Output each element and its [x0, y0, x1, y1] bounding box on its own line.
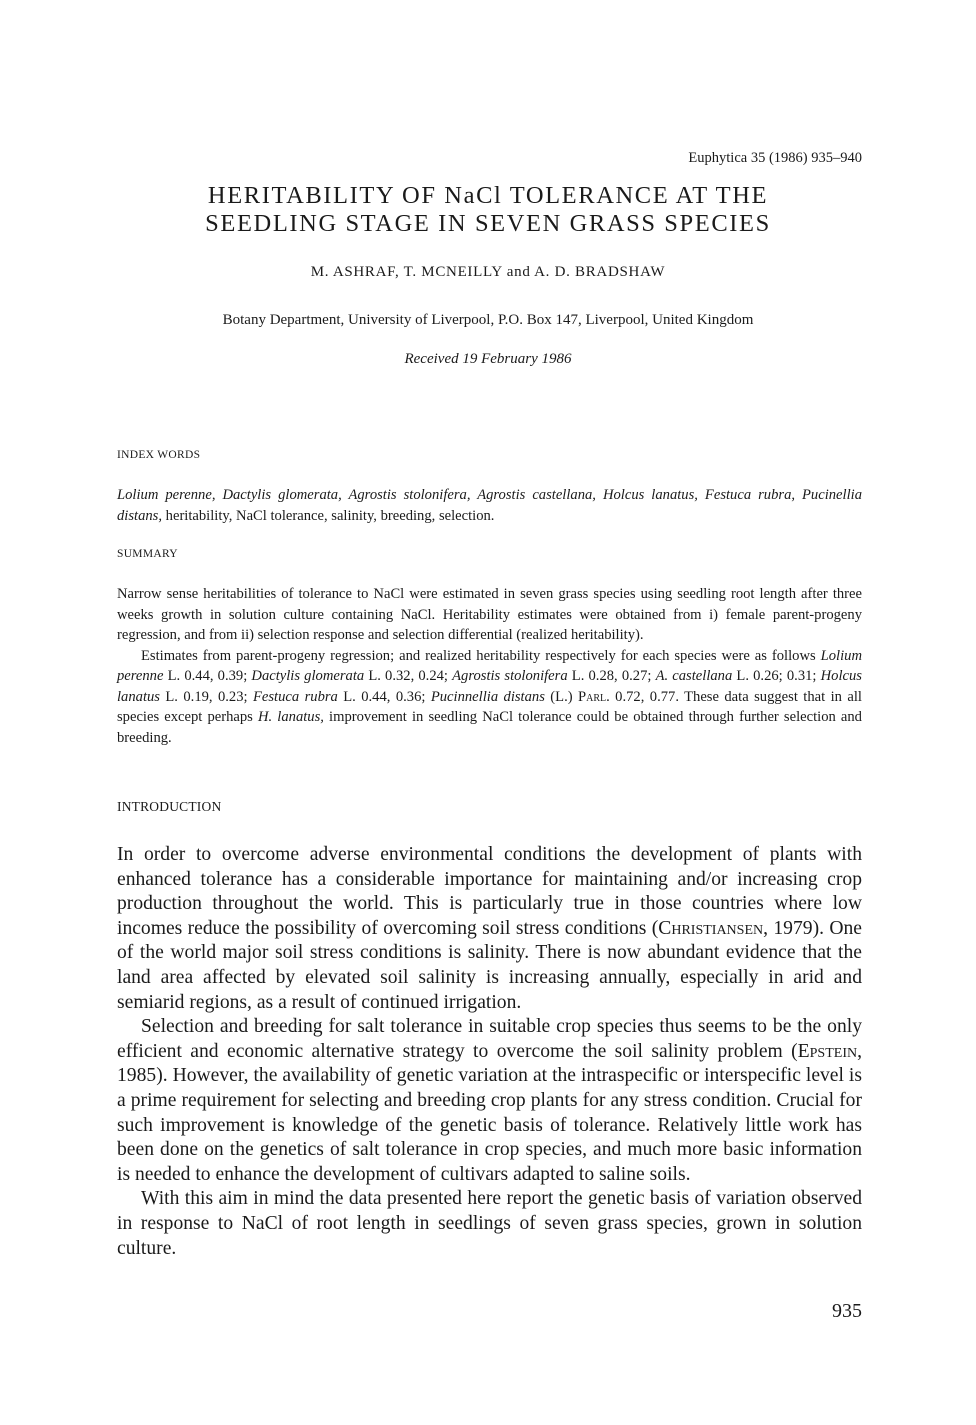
summary-paragraph-1: Narrow sense heritabilities of tolerance to NaCl were estimated in seven grass species using seedling root length after three weeks growth in solution culture containing NaCl. Heritability estimates were obtained from i) female parent-progeny regression, and from ii) selection response and selection differential (realized heritability).	[117, 586, 862, 643]
summary-paragraph-2	[117, 646, 862, 749]
summary-text: . 0.72, 0.77. These data suggest that in all species except perhaps	[117, 688, 862, 725]
author-list: M. ASHRAF, T. MCNEILLY and A. D. BRADSHAW	[310, 264, 666, 280]
summary-body	[117, 584, 862, 748]
title-line-2: SEEDLING STAGE IN SEVEN GRASS SPECIES	[205, 210, 771, 237]
summary-text: (L.)	[544, 688, 578, 705]
intro-paragraph-1	[117, 843, 862, 1015]
summary-text: L. 0.26; 0.31;	[732, 668, 821, 684]
intro-paragraph-3: With this aim in mind the data presented here report the genetic basis of variation observed in response to NaCl of root length in seedlings of seven grass species, grown in solution culture.	[117, 1188, 862, 1259]
summary-text: L. 0.32, 0.24;	[364, 668, 453, 684]
citation-author: Christiansen	[658, 917, 764, 939]
page-number: 935	[832, 1300, 862, 1322]
index-terms: heritability, NaCl tolerance, salinity, breeding, selection.	[162, 507, 495, 524]
summary-text: improvement in seedling NaCl tolerance could be obtained through further selection and breeding.	[117, 709, 862, 746]
species-name: Lolium perenne	[117, 647, 862, 684]
introduction-heading: INTRODUCTION	[117, 799, 222, 814]
species-name: Festuca rubra	[252, 688, 338, 705]
species-name: Holcus lanatus	[117, 668, 862, 705]
intro-text: Selection and breeding for salt tolerance in suitable crop species thus seems to be the only efficient and economic alternative strategy to overcome the soil salinity problem (	[117, 1016, 862, 1062]
summary-text: L. 0.44, 0.39;	[163, 668, 252, 684]
affiliation: Botany Department, University of Liverpool, P.O. Box 147, Liverpool, United Kingdom	[222, 312, 754, 328]
index-words-text	[117, 485, 862, 526]
summary-text: L. 0.19, 0.23;	[159, 688, 253, 705]
species-name: H. lanatus,	[257, 709, 324, 725]
summary-text: L. 0.44, 0.36;	[337, 688, 431, 705]
author-abbrev: Parl	[578, 688, 607, 705]
index-words-heading: INDEX WORDS	[117, 449, 201, 461]
summary-text: L. 0.28, 0.27;	[567, 668, 656, 684]
intro-text: , 1979). One of the world major soil stress conditions is salinity. There is now abundant evidence that the land area affected by elevated soil salinity is increasing annually, especially in arid and semiarid regions, as a result of continued irrigation.	[117, 917, 862, 1013]
intro-text: In order to overcome adverse environmental conditions the development of plants with enhanced tolerance has a considerable importance for maintaining and/or increasing crop production throughout the world. This is particularly true in those countries where low incomes reduce the possibility of overcoming soil stress conditions (	[117, 844, 862, 939]
intro-paragraph-2	[117, 1015, 862, 1187]
title-line-1: HERITABILITY OF NaCl TOLERANCE AT THE	[207, 182, 769, 209]
species-name: A. castellana	[655, 668, 733, 684]
paper-title	[110, 182, 866, 238]
species-name: Pucinnellia distans	[430, 688, 545, 705]
species-name: Dactylis glomerata	[251, 668, 365, 684]
citation-author: Epstein	[797, 1040, 858, 1062]
species-name: Agrostis stolonifera	[452, 668, 568, 684]
introduction-body	[117, 843, 862, 1261]
summary-text: Estimates from parent-progeny regression; and realized heritability respectively for each species were as follows	[141, 647, 821, 664]
intro-text: , 1985). However, the availability of genetic variation at the intraspecific or interspecific level is a prime requirement for selecting and breeding crop plants for any stress condition. Crucial for such improvement is knowledge of the genetic basis of tolerance. Relatively little work has been done on the genetics of salt tolerance in crop species, and much more basic information is needed to enhance the development of cultivars adapted to saline soils.	[117, 1040, 862, 1185]
received-date: Received 19 February 1986	[404, 351, 572, 367]
journal-citation: Euphytica 35 (1986) 935–940	[688, 150, 862, 166]
index-species: Lolium perenne, Dactylis glomerata, Agrostis stolonifera, Agrostis castellana, Holcus lanatus, Festuca rubra, Pucinellia distans,	[117, 487, 862, 524]
summary-heading: SUMMARY	[117, 548, 178, 560]
